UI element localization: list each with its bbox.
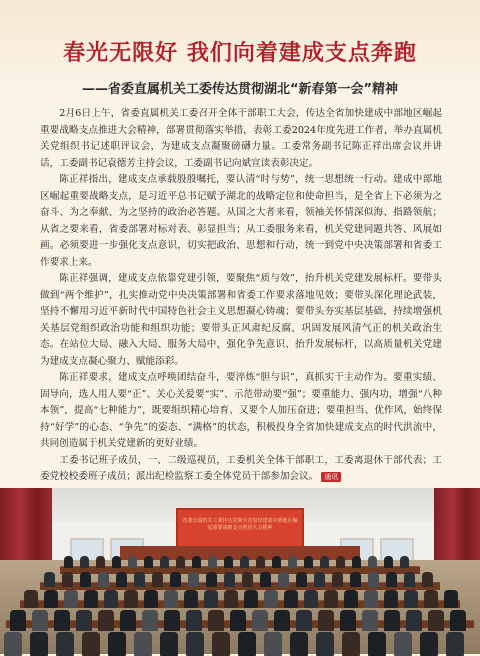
attendee [318, 610, 334, 631]
attendee [238, 632, 256, 656]
attendee [428, 610, 444, 631]
attendee [424, 590, 438, 608]
attendee [340, 610, 356, 631]
attendee [368, 632, 386, 656]
attendee [384, 590, 398, 608]
attendee [108, 632, 126, 656]
attendee [404, 572, 415, 587]
attendee [404, 590, 418, 608]
attendee [368, 556, 377, 568]
paragraph-5-text: 工委书记班子成员，一、二级巡视员，工委机关全体干部职工，工委离退休干部代表；工委党校校委班子成员；派出纪检监察工委全体党员干部参加会议。 [40, 454, 442, 482]
attendee [120, 610, 136, 631]
attendee [208, 610, 224, 631]
attendee [278, 572, 289, 587]
attendee [184, 590, 198, 608]
attendee [422, 572, 433, 587]
attendee [144, 556, 153, 568]
attendee [386, 572, 397, 587]
attendee [304, 556, 313, 568]
attendee [64, 556, 73, 568]
attendee [350, 572, 361, 587]
attendee [10, 610, 26, 631]
attendee [444, 590, 458, 608]
attendee [230, 610, 246, 631]
attendee [352, 556, 361, 568]
attendee [84, 590, 98, 608]
attendee [296, 610, 312, 631]
article-subtitle: ——省委直属机关工委传达贯彻湖北“新春第一会”精神 [81, 82, 399, 97]
attendee [342, 632, 360, 656]
attendee [112, 556, 121, 568]
attendee [176, 556, 185, 568]
attendee [170, 572, 181, 587]
attendee [384, 610, 400, 631]
attendee [44, 572, 55, 587]
attendee [224, 590, 238, 608]
attendee [4, 632, 22, 656]
attendee [324, 590, 338, 608]
paragraph-2: 陈正祥指出，建成支点承载殷殷嘱托，要认清“时与势”，统一思想统一行动。建成中部地区崛起重要战略支点，是习近平总书记赋予湖北的战略定位和使命担当，是全省上下必须为之奋斗、为之奉献、为之坚持的政治必答题。从国之大者来看，领袖关怀情深似海、指路领航；从省之要来看，省委部署对标对表、彰显担当；从工委服务来看，机关党建同题共答、风展如画。必须要进一步强化支点意识，切实把政治、思想和行动，统一到党中央决策部署和省委工作要求上来。 [40, 174, 442, 268]
attendee [76, 610, 92, 631]
attendee [288, 556, 297, 568]
attendee [264, 632, 282, 656]
attendee [336, 556, 345, 568]
attendee [116, 572, 127, 587]
attendee [400, 556, 409, 568]
attendee [242, 572, 253, 587]
attendee [260, 572, 271, 587]
paragraph-4: 陈正祥要求，建成支点呼唤团结奋斗，要淬炼“胆与识”，真抓实干主动作为。要重实绩、固导向，选人用人要“正”、关心关爱要“实”、示范带动要“强”；要重能力、强内功，增强“八种本领”，提高“七种能力”，既要组织精心培育、又要个人加压奋进；要重担当、优作风，始终保持“好学”的心态、“争先”的姿态、“满格”的状态，积极投身全省加快建成支点的时代洪流中，共同创造属于机关党建新的更好业绩。 [40, 372, 442, 449]
attendee [160, 632, 178, 656]
article-title: 春光无限好 我们向着建成支点奔跑 [63, 41, 417, 66]
attendee [96, 556, 105, 568]
attendee [450, 610, 466, 631]
attendee [344, 590, 358, 608]
attendee [316, 632, 334, 656]
attendee [128, 556, 137, 568]
attendee [420, 632, 438, 656]
attendee [98, 572, 109, 587]
attendee [208, 556, 217, 568]
attendee [142, 610, 158, 631]
attendee [296, 572, 307, 587]
attendee [446, 632, 464, 656]
paragraph-5 [40, 453, 442, 486]
attendee [80, 572, 91, 587]
attendee [406, 610, 422, 631]
attendee [204, 590, 218, 608]
attendee [304, 590, 318, 608]
paragraph-3: 陈正祥强调，建成支点依靠党建引领，要聚焦“质与效”，抬升机关党建发展标杆。要带头做到“两个维护”，扎实推动党中央决策部署和省委工作要求落地见效；要带头深化理论武装，坚持不懈用习近平新时代中国特色社会主义思想凝心铸魂；要带头夯实基层基础，持续增强机关基层党组织政治功能和组织功能；要带头正风肃纪反腐，巩固发展风清气正的机关政治生态。在站位大局、融入大局、服务大局中，强化争先意识、抬升发展标杆，以高质量机关党建为建成支点凝心聚力、赋能添彩。 [40, 273, 442, 367]
attendee [240, 556, 249, 568]
attendee [80, 556, 89, 568]
attendee [64, 590, 78, 608]
attendee [394, 632, 412, 656]
attendee [264, 590, 278, 608]
attendee [54, 610, 70, 631]
attendee [160, 556, 169, 568]
attendee [62, 572, 73, 587]
attendee [134, 632, 152, 656]
attendee [212, 632, 230, 656]
attendee [124, 590, 138, 608]
attendee [188, 572, 199, 587]
attendee [192, 556, 201, 568]
attendee [332, 572, 343, 587]
attendee [164, 590, 178, 608]
attendee [368, 572, 379, 587]
attendee [164, 610, 180, 631]
attendee [224, 572, 235, 587]
attendee [186, 610, 202, 631]
attendee [290, 632, 308, 656]
attendee [320, 556, 329, 568]
attendee [56, 632, 74, 656]
credit-badge: 通讯 [321, 472, 341, 482]
attendee [256, 556, 265, 568]
attendee [362, 610, 378, 631]
attendee [224, 556, 233, 568]
attendee [206, 572, 217, 587]
attendee [134, 572, 145, 587]
article-body [40, 106, 442, 486]
attendee [24, 590, 38, 608]
attendee [104, 590, 118, 608]
attendee [144, 590, 158, 608]
attendee [314, 572, 325, 587]
attendee [30, 632, 48, 656]
paragraph-1: 2月6日上午，省委直属机关工委召开全体干部职工大会，传达全省加快建成中部地区崛起重要战略支点推进大会精神，部署贯彻落实举措，表彰工委2024年度先进工作者，举办直属机关党组织书记述职评议会，为建成支点凝聚磅礴力量。工委常务副书记陈正祥出席会议并讲话，工委副书记袁德芳主持会议，工委副书记向斌宣读表彰决定。 [40, 108, 442, 169]
attendee [274, 610, 290, 631]
attendee [152, 572, 163, 587]
attendee [384, 556, 393, 568]
attendee [252, 610, 268, 631]
attendee [272, 556, 281, 568]
attendee [186, 632, 204, 656]
attendee [244, 590, 258, 608]
attendee [82, 632, 100, 656]
attendee [364, 590, 378, 608]
attendee [32, 610, 48, 631]
attendee [44, 590, 58, 608]
attendee [284, 590, 298, 608]
attendee [98, 610, 114, 631]
screen-text: 省委直属机关工委传达贯彻全省加快建成中部地区崛起重要战略支点推进大会精神 [182, 518, 298, 531]
